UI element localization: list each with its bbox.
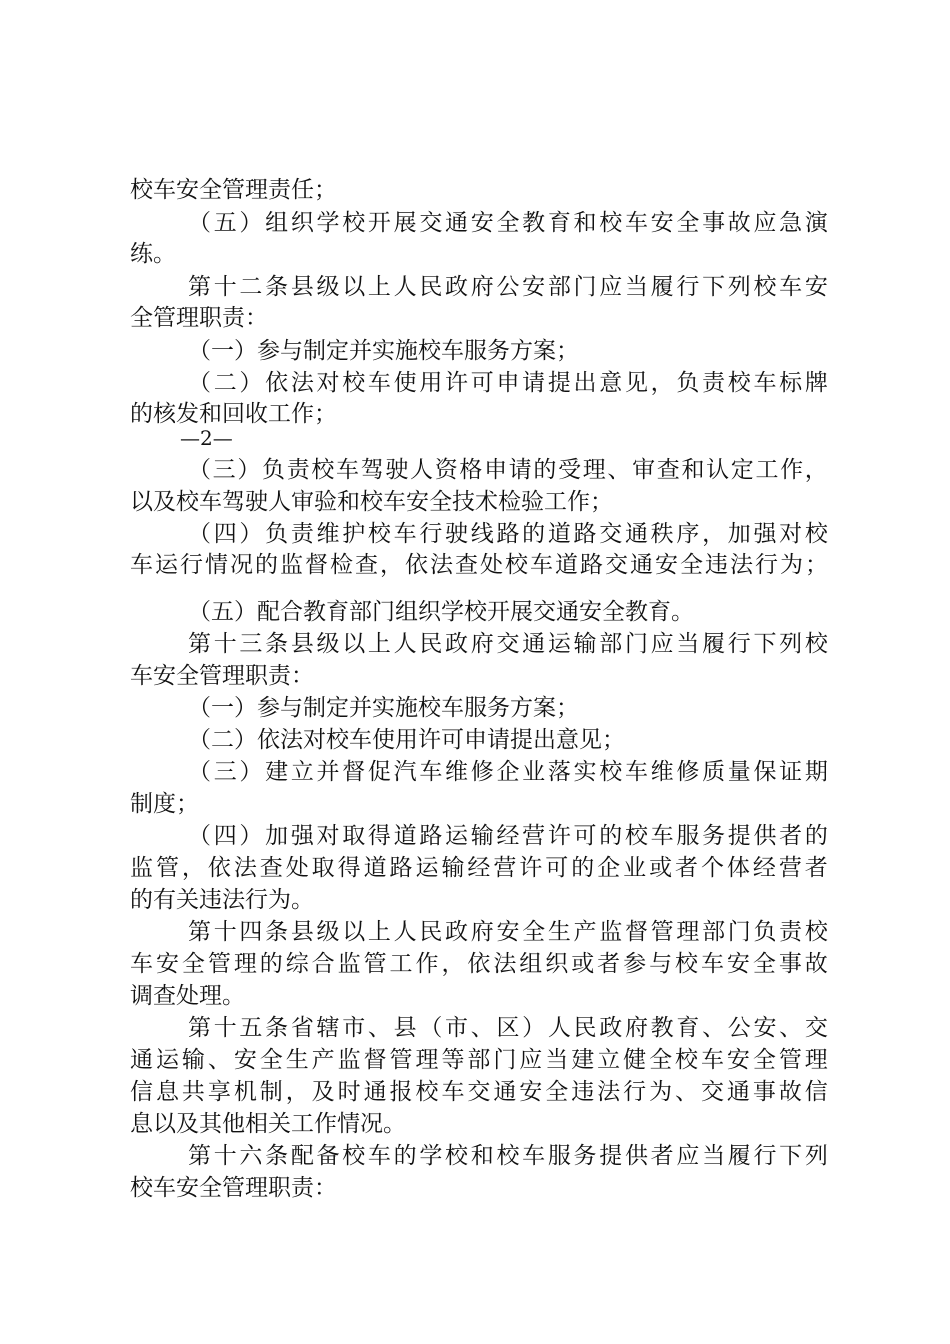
text-line: 信 息 共 享 机 制 ， 及 时 通 报 校 车 交 通 安 全 违 法 行 为 、 交 通 事 故 信 bbox=[130, 1079, 828, 1105]
text-line: （一）参与制定并实施校车服务方案； bbox=[188, 695, 579, 721]
text-line: （ 四 ） 负 责 维 护 校 车 行 驶 线 路 的 道 路 交 通 秩 序 ， 加 强 对 校 bbox=[188, 521, 828, 547]
text-line: 校车安全管理职责： bbox=[130, 1175, 337, 1201]
text-line: （二）依法对校车使用许可申请提出意见； bbox=[188, 727, 625, 753]
page-number: —2— bbox=[180, 426, 233, 450]
text-line: 校车安全管理责任； bbox=[130, 177, 337, 203]
text-line: 车 安 全 管 理 的 综 合 监 管 工 作 ， 依 法 组 织 或 者 参 与 校 车 安 全 事 故 bbox=[130, 951, 828, 977]
text-line: 监 管 ， 依 法 查 处 取 得 道 路 运 输 经 营 许 可 的 企 业 或 者 个 体 经 营 者 bbox=[130, 855, 828, 881]
text-line: （ 四 ） 加 强 对 取 得 道 路 运 输 经 营 许 可 的 校 车 服 务 提 供 者 的 bbox=[188, 823, 828, 849]
text-line: （一）参与制定并实施校车服务方案； bbox=[188, 338, 579, 364]
text-line: 调查处理。 bbox=[130, 983, 245, 1009]
text-line: （ 五 ） 组 织 学 校 开 展 交 通 安 全 教 育 和 校 车 安 全 事 故 应 急 演 bbox=[188, 210, 828, 236]
text-line: 制度； bbox=[130, 791, 199, 817]
text-line: 第 十 二 条 县 级 以 上 人 民 政 府 公 安 部 门 应 当 履 行 下 列 校 车 安 bbox=[188, 274, 828, 300]
text-line: 练。 bbox=[130, 241, 176, 267]
text-line: 通 运 输 、 安 全 生 产 监 督 管 理 等 部 门 应 当 建 立 健 全 校 车 安 全 管 理 bbox=[130, 1047, 828, 1073]
text-line: 第 十 六 条 配 备 校 车 的 学 校 和 校 车 服 务 提 供 者 应 当 履 行 下 列 bbox=[188, 1143, 828, 1169]
text-line: 的核发和回收工作； bbox=[130, 401, 337, 427]
text-line: （五）配合教育部门组织学校开展交通安全教育。 bbox=[188, 599, 694, 625]
text-line: （ 三 ） 负 责 校 车 驾 驶 人 资 格 申 请 的 受 理 、 审 查 和 认 定 工 作 ， bbox=[188, 457, 828, 483]
text-line: 的有关违法行为。 bbox=[130, 887, 314, 913]
text-line: 车 运 行 情 况 的 监 督 检 查 ， 依 法 查 处 校 车 道 路 交 通 安 全 违 法 行 为 ； bbox=[130, 552, 828, 578]
text-line: （ 三 ） 建 立 并 督 促 汽 车 维 修 企 业 落 实 校 车 维 修 质 量 保 证 期 bbox=[188, 759, 828, 785]
text-line: 车安全管理职责： bbox=[130, 663, 314, 689]
text-line: （ 二 ） 依 法 对 校 车 使 用 许 可 申 请 提 出 意 见 ， 负 责 校 车 标 牌 bbox=[188, 370, 828, 396]
text-line: 以及校车驾驶人审验和校车安全技术检验工作； bbox=[130, 489, 613, 515]
text-line: 第 十 四 条 县 级 以 上 人 民 政 府 安 全 生 产 监 督 管 理 部 门 负 责 校 bbox=[188, 919, 828, 945]
text-line: 第 十 三 条 县 级 以 上 人 民 政 府 交 通 运 输 部 门 应 当 履 行 下 列 校 bbox=[188, 631, 828, 657]
text-line: 全管理职责： bbox=[130, 305, 268, 331]
text-line: 第 十 五 条 省 辖 市 、 县 （ 市 、 区 ） 人 民 政 府 教 育 、 公 安 、 交 bbox=[188, 1015, 828, 1041]
text-line: 息以及其他相关工作情况。 bbox=[130, 1111, 406, 1137]
